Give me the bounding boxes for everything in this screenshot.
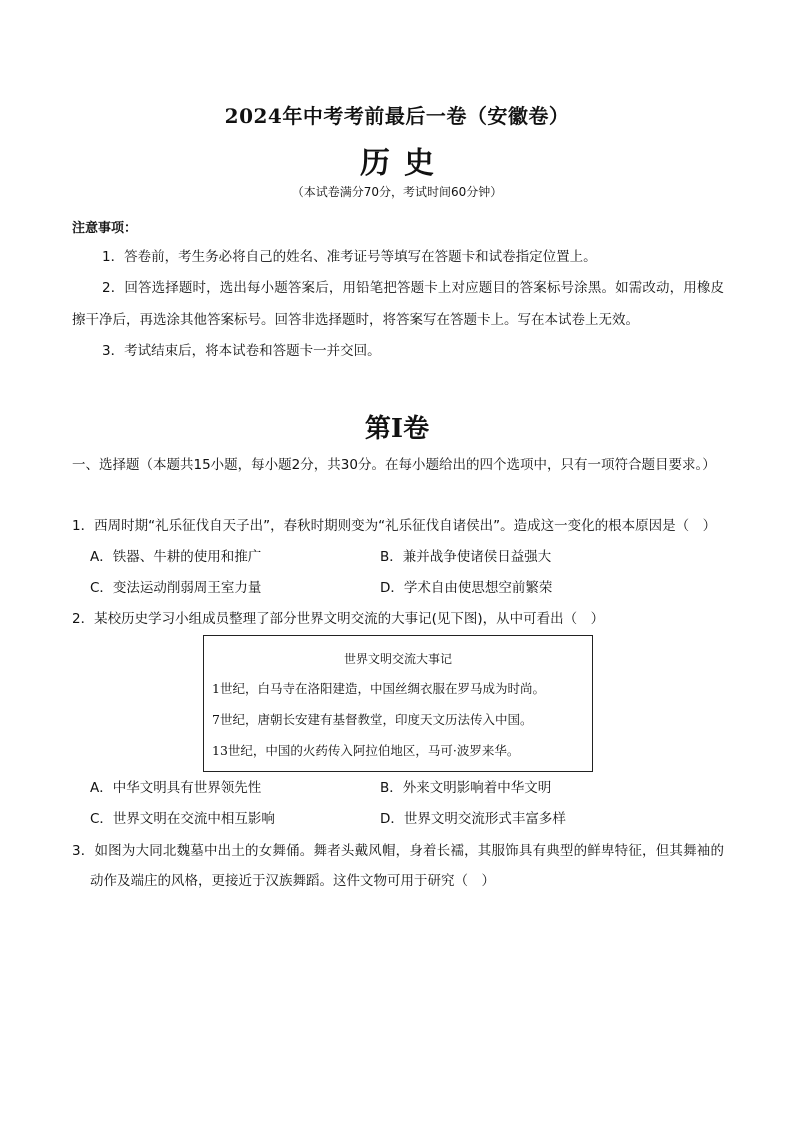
question-1-stem: 1．西周时期“礼乐征伐自天子出”，春秋时期则变为“礼乐征伐自诸侯出”。造成这一变化的根本原因是（ ） — [72, 518, 717, 534]
events-timeline-box — [203, 635, 593, 772]
question-1-option-d: D．学术自由使思想空前繁荣 — [380, 580, 553, 596]
exam-title: 2024年中考考前最后一卷（安徽卷） — [224, 104, 570, 128]
events-box-title: 世界文明交流大事记 — [343, 652, 452, 666]
event-1: 1世纪，白马寺在洛阳建造，中国丝绸衣服在罗马成为时尚。 — [212, 681, 545, 696]
notice-item-1: 1．答卷前，考生务必将自己的姓名、准考证号等填写在答题卡和试卷指定位置上。 — [102, 249, 597, 265]
question-1-option-a: A．铁器、牛耕的使用和推广 — [90, 549, 262, 565]
notice-item-2: 2．回答选择题时，选出每小题答案后，用铅笔把答题卡上对应题目的答案标号涂黑。如需改动，用橡皮擦干净后，再选涂其他答案标号。回答非选择题时，将答案写在答题卡上。写在本试卷上无效。 — [72, 280, 724, 328]
question-2-option-a: A．中华文明具有世界领先性 — [90, 780, 262, 796]
question-1-option-c: C．变法运动削弱周王室力量 — [90, 580, 262, 596]
event-2: 7世纪，唐朝长安建有基督教堂，印度天文历法传入中国。 — [212, 712, 533, 727]
section-heading: 第Ⅰ卷 — [364, 414, 430, 444]
notice-item-3: 3．考试结束后，将本试卷和答题卡一并交回。 — [102, 343, 381, 359]
question-2-option-b: B．外来文明影响着中华文明 — [380, 780, 552, 796]
question-1-option-b: B．兼并战争使诸侯日益强大 — [380, 549, 552, 565]
question-2-option-d: D．世界文明交流形式丰富多样 — [380, 811, 566, 827]
question-2-option-c: C．世界文明在交流中相互影响 — [90, 811, 275, 827]
question-2-stem: 2．某校历史学习小组成员整理了部分世界文明交流的大事记(见下图)，从中可看出（ ） — [72, 611, 605, 627]
event-3: 13世纪，中国的火药传入阿拉伯地区，马可·波罗来华。 — [212, 743, 520, 758]
subject-title: 历史 — [360, 146, 448, 181]
question-3-stem: 3．如图为大同北魏墓中出土的女舞俑。舞者头戴风帽，身着长襦，其服饰具有典型的鲜卑特征，但其舞袖的动作及端庄的风格，更接近于汉族舞蹈。这件文物可用于研究（ ） — [72, 843, 724, 889]
notice-heading: 注意事项： — [72, 221, 138, 236]
part-intro: 一、选择题（本题共15小题，每小题2分，共30分。在每小题给出的四个选项中，只有一项符合题目要求。） — [72, 457, 716, 473]
exam-info: （本试卷满分70分，考试时间60分钟） — [291, 185, 503, 199]
